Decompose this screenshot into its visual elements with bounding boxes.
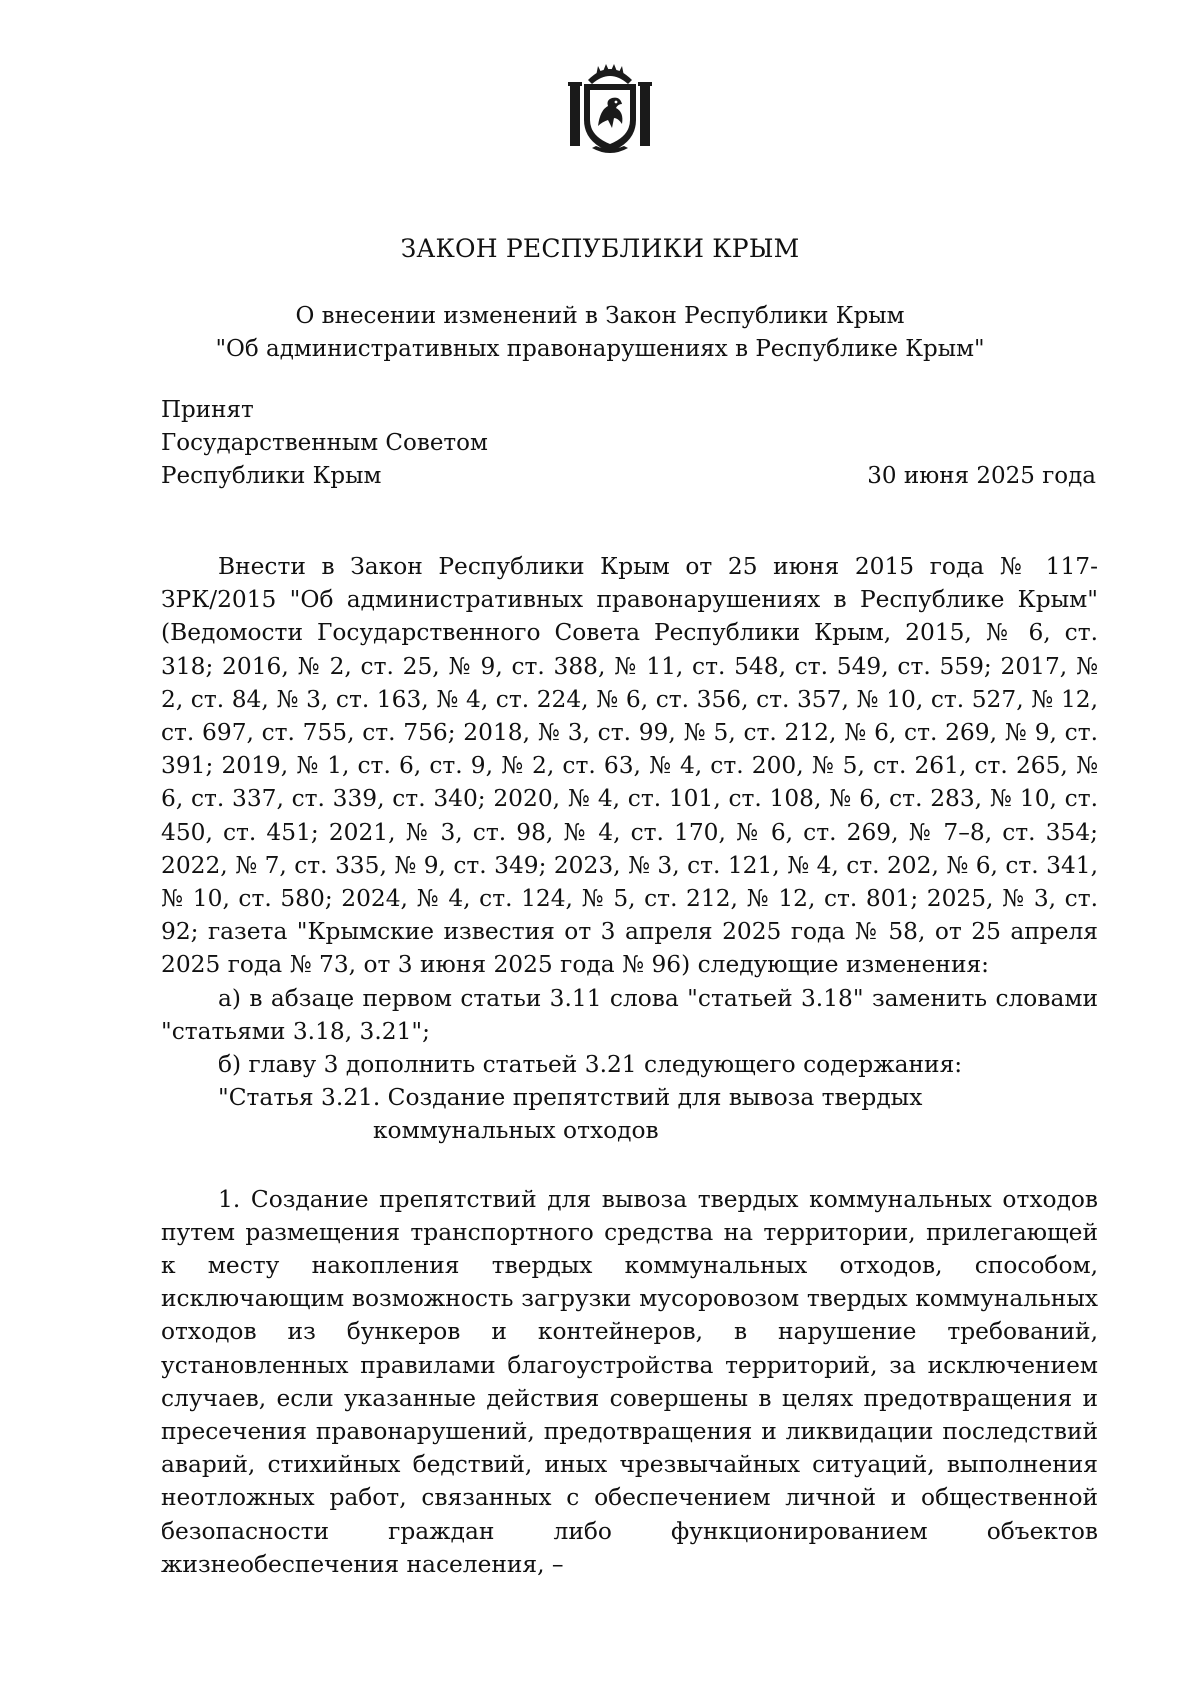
intro-paragraph: Внести в Закон Республики Крым от 25 июня 2015 года № 117-ЗРК/2015 "Об административных правонарушениях в Республике Крым" (Ведомости Государственного Совета Республики Крым, 2015, № 6, ст. 318; 2016, № 2, ст. 25, № 9, ст. 388, № 11, ст. 548, ст. 549, ст. 559; 2017, № 2, ст. 84, № 3, ст. 163, № 4, ст. 224, № 6, ст. 356, ст. 357, № 10, ст. 527, № 12, ст. 697, ст. 755, ст. 756; 2018, № 3, ст. 99, № 5, ст. 212, № 6, ст. 269, № 9, ст. 391; 2019, № 1, ст. 6, ст. 9, № 2, ст. 63, № 4, ст. 200, № 5, ст. 261, ст. 265, № 6, ст. 337, ст. 339, ст. 340; 2020, № 4, ст. 101, ст. 108, № 6, ст. 283, № 10, ст. 450, ст. 451; 2021, № 3, ст. 98, № 4, ст. 170, № 6, ст. 269, № 7–8, ст. 354; 2022, № 7, ст. 335, № 9, ст. 349; 2023, № 3, ст. 121, № 4, ст. 202, № 6, ст. 341, № 10, ст. 580; 2024, № 4, ст. 124, № 5, ст. 212, № 12, ст. 801; 2025, № 3, ст. 92; газета "Крымские известия от 3 апреля 2025 года № 58, от 25 апреля 2025 года № 73, от 3 июня 2025 года № 96) следующие изменения:	[161, 553, 1098, 979]
document-subtitle	[0, 300, 1200, 366]
adoption-line-2: Государственным Советом	[161, 430, 488, 456]
adoption-line-1: Принят	[161, 397, 254, 423]
subtitle-line-1: О внесении изменений в Закон Республики Крым	[295, 303, 905, 329]
adoption-line-3: Республики Крым	[161, 463, 382, 489]
adoption-date: 30 июня 2025 года	[867, 463, 1096, 489]
document-title: ЗАКОН РЕСПУБЛИКИ КРЫМ	[400, 234, 800, 263]
paragraph-1: 1. Создание препятствий для вывоза твердых коммунальных отходов путем размещения транспортного средства на территории, прилегающей к месту накопления твердых коммунальных отходов, способом, исключающим возможность загрузки мусоровозом твердых коммунальных отходов из бункеров и контейнеров, в нарушение требований, установленных правилами благоустройства территорий, за исключением случаев, если указанные действия совершены в целях предотвращения и пресечения правонарушений, предотвращения и ликвидации последствий аварий, стихийных бедствий, иных чрезвычайных ситуаций, выполнения неотложных работ, связанных с обеспечением личной и общественной безопасности граждан либо функционированием объектов жизнеобеспечения населения, –	[161, 1185, 1098, 1578]
crimea-coat-of-arms-icon	[568, 62, 652, 154]
document-body	[161, 550, 1098, 1581]
item-a-paragraph: а) в абзаце первом статьи 3.11 слова "статьей 3.18" заменить словами "статьями 3.18, 3.21";	[161, 984, 1098, 1045]
article-heading-line-2: коммунальных отходов	[373, 1117, 659, 1145]
adoption-block	[161, 394, 488, 493]
article-heading	[161, 1081, 1098, 1147]
article-heading-line-1: "Статья 3.21. Создание препятствий для вывоза твердых	[218, 1084, 923, 1112]
subtitle-line-2: "Об административных правонарушениях в Республике Крым"	[215, 336, 985, 362]
item-b-paragraph: б) главу 3 дополнить статьей 3.21 следующего содержания:	[218, 1051, 963, 1079]
